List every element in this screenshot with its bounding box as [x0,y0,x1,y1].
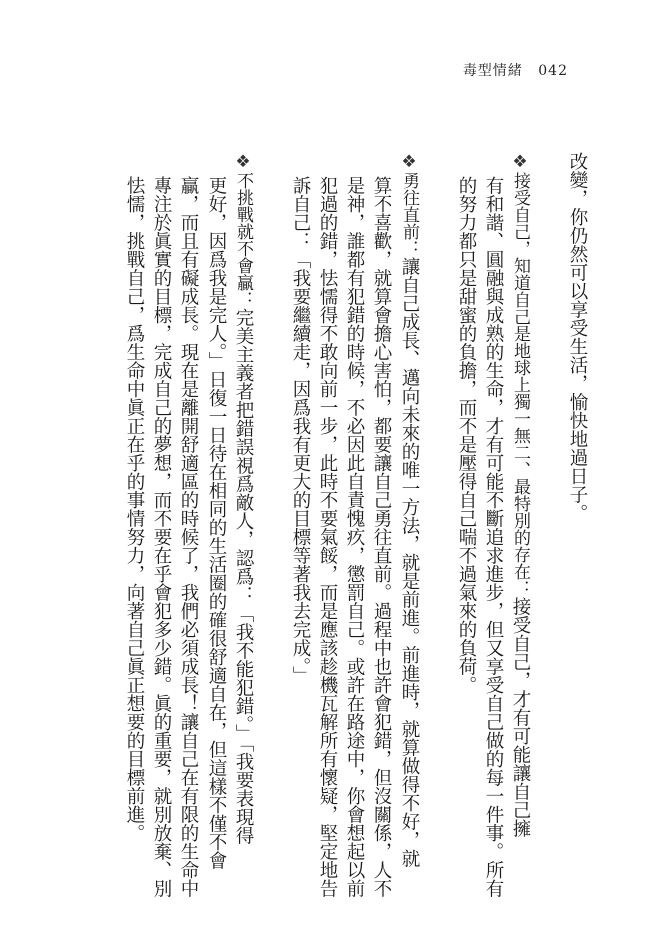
column-text: 有和諧、圓融與成熟的生命，才有可能不斷追求進步，但又享受自己做的每一件事。所有 [483,176,504,898]
column-text: 完美主義者把錯誤視爲敵人，認爲：「我不能犯錯。」「我要表現得 [233,308,254,845]
column-text: 更好，因爲我是完人。」日復一日待在相同的生活圈的確很舒適自在，但這樣不僅不會 [206,176,227,870]
column-text: 算不喜歡，就算會擔心害怕，都要讓自己勇往直前。過程中也許會犯錯，但沒關係，人不 [371,176,392,898]
column-text: 接受自己，才有可能讓自己擁 [510,597,531,838]
column-text: 的努力都只是甜蜜的負擔，而不是壓得自己喘不過氣來的負荷。 [456,176,477,694]
column-text: 專注於眞實的目標，完成自己的夢想，而不要在乎會犯多少錯。眞的重要，就別放棄、別 [151,176,172,898]
text-column-5 [397,152,421,872]
text-column-10 [231,152,255,872]
text-column-8 [315,176,339,896]
text-column-11 [204,176,228,896]
diamond-bullet-icon: ❖ [399,152,419,172]
text-column-4 [454,176,478,896]
text-column-6 [369,176,393,896]
text-column-3 [481,176,505,896]
column-text: 犯過的錯，怯懦得不敢向前一步，此時不要氣餒，而是應該趁機瓦解所有懷疑，堅定地告 [317,176,338,898]
section-heading: 不挑戰就不會贏： [233,172,253,308]
section-heading: 勇往直前： [399,172,419,257]
running-header [463,60,568,80]
column-text: 是神，誰都有犯錯的時候，不必因此自責愧疚，懲罰自己。或許在路途中，你會想起以前 [344,176,365,898]
column-text: 讓自己成長、邁向未來的唯一方法，就是前進。前進時，就算做得不好，就 [399,257,420,868]
diamond-bullet-icon: ❖ [510,152,530,172]
text-column-14 [122,176,146,896]
text-column-9 [288,176,312,896]
column-text: 贏，而且有礙成長。現在是離開舒適區的時候了，我們必須成長！讓自己在有限的生命中 [178,176,199,898]
column-text: 改變，你仍然可以享受生活，愉快地過日子。 [567,152,588,522]
section-heading: 接受自己，知道自己是地球上獨一無二、最特別的存在： [510,172,530,597]
text-column-13 [149,176,173,896]
column-text: 訴自己：「我要繼續走，因爲我有更大的目標等著我去完成。」 [290,176,311,685]
text-column-2 [508,152,532,872]
text-column-12 [176,176,200,896]
column-text: 怯懦，挑戰自己，爲生命中眞正在乎的事情努力，向著自己眞正想要的目標前進。 [124,176,145,842]
book-title: 毒型情緒 [462,63,523,79]
page-number: 042 [538,63,568,79]
text-column-7 [342,176,366,896]
text-column-1 [565,152,589,872]
diamond-bullet-icon: ❖ [233,152,253,172]
